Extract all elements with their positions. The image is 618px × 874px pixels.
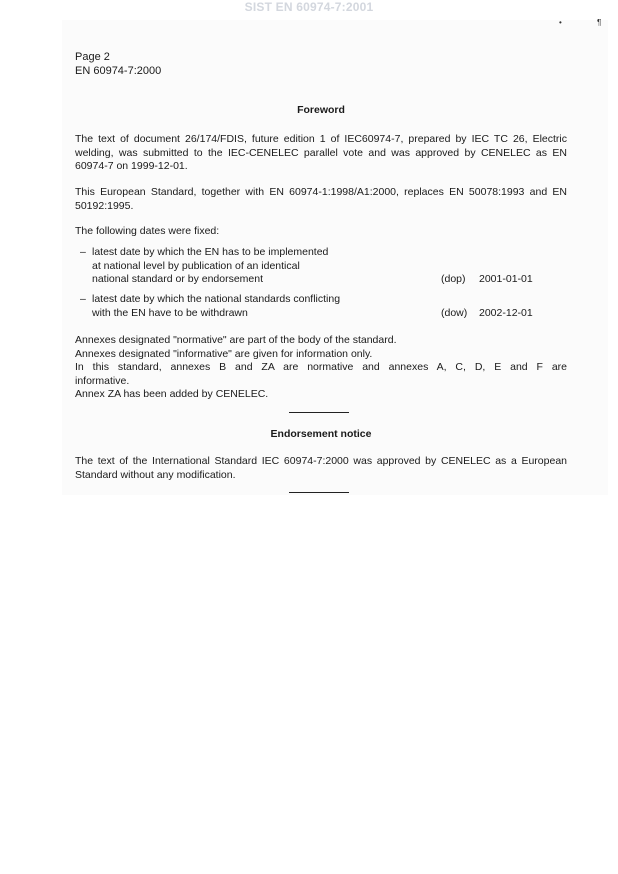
date-item-dow [80, 293, 545, 321]
date-description-line: latest date by which the national standards conflicting [92, 293, 341, 305]
dates-intro: The following dates were fixed: [75, 225, 220, 237]
annex-line: In this standard, annexes B and ZA are normative and annexes A, C, D, E and F are [75, 361, 567, 373]
date-value: 2002-12-01 [479, 307, 533, 319]
date-value: 2001-01-01 [479, 273, 533, 285]
foreword-title: Foreword [297, 104, 345, 116]
date-description [92, 293, 432, 320]
endorsement-text: The text of the International Standard IEC 60974-7:2000 was approved by CENELEC as a European Standard without any modification. [75, 455, 567, 481]
annex-line: Annexes designated "normative" are part of the body of the standard. [75, 334, 397, 346]
list-dash: – [80, 246, 86, 258]
date-description-line: latest date by which the EN has to be implemented [92, 246, 329, 258]
annex-line: Annexes designated "informative" are given for information only. [75, 347, 373, 360]
document-id: EN 60974-7:2000 [75, 65, 162, 77]
date-description [92, 246, 432, 287]
scan-mark: ¶ [597, 18, 602, 27]
watermark: SIST EN 60974-7:2001 [244, 0, 374, 14]
date-code: (dop) [441, 273, 466, 285]
annex-line: Annex ZA has been added by CENELEC. [75, 388, 269, 400]
foreword-paragraph: The text of document 26/174/FDIS, future edition 1 of IEC60974-7, prepared by IEC TC 26, Electric welding, was submitted to the IEC-CENELEC parallel vote and was approved by CENELEC as EN 60974-7 on 1999-12-01. [75, 133, 567, 172]
annex-notes [75, 334, 567, 402]
section-divider [289, 412, 349, 413]
date-item-dop [80, 246, 545, 288]
page-header [75, 50, 161, 78]
endorsement-title: Endorsement notice [270, 428, 372, 440]
list-dash: – [80, 293, 86, 305]
foreword-paragraph: This European Standard, together with EN 60974-1:1998/A1:2000, replaces EN 50078:1993 and EN 50192:1995. [75, 186, 567, 212]
date-description-line: national standard or by endorsement [92, 273, 264, 285]
section-divider [289, 492, 349, 493]
date-code: (dow) [441, 307, 468, 319]
date-description-line: at national level by publication of an identical [92, 259, 300, 272]
page-number: Page 2 [75, 51, 110, 63]
annex-line: informative. [75, 374, 130, 387]
date-description-line: with the EN have to be withdrawn [92, 306, 248, 319]
scan-mark: • [559, 18, 562, 27]
